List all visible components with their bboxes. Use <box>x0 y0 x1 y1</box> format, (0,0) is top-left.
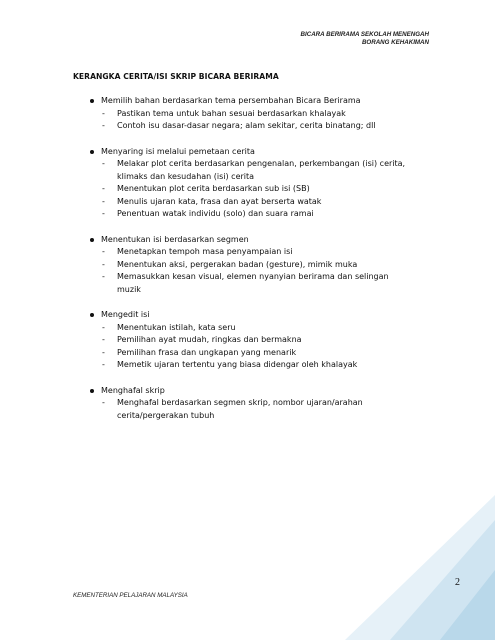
dash-marker: - <box>102 159 105 168</box>
dash-marker: - <box>102 335 105 344</box>
page-header <box>301 31 429 47</box>
sub-item <box>0 158 495 183</box>
header-line-2: BORANG KEHAKIMAN <box>361 39 429 46</box>
document-body <box>0 95 495 435</box>
sub-item <box>0 334 495 347</box>
bullet-text: Mengedit isi <box>101 310 150 319</box>
bullet-item <box>0 95 495 108</box>
page-footer: KEMENTERIAN PELAJARAN MALAYSIA <box>73 592 188 599</box>
bullet-text: Memilih bahan berdasarkan tema persembahan Bicara Berirama <box>101 96 361 105</box>
dash-marker: - <box>102 108 105 118</box>
bullet-text: Menyaring isi melalui pemetaan cerita <box>101 146 255 156</box>
sub-item <box>0 120 495 133</box>
sub-item-text: Penentuan watak individu (solo) dan suara ramai <box>117 209 314 218</box>
dash-marker: - <box>102 259 105 269</box>
outline-section <box>0 309 495 372</box>
sub-item <box>0 246 495 259</box>
sub-item-text: Contoh isu dasar-dasar negara; alam sekitar, cerita binatang; dll <box>117 121 376 130</box>
sub-item <box>0 397 495 422</box>
dash-marker: - <box>102 247 105 256</box>
sub-item-text: Pastikan tema untuk bahan sesuai berdasarkan khalayak <box>117 108 346 118</box>
bullet-icon <box>90 238 94 242</box>
dash-marker: - <box>102 398 105 407</box>
bullet-icon <box>90 389 94 393</box>
outline-section <box>0 146 495 221</box>
dash-marker: - <box>102 184 105 193</box>
sub-item <box>0 359 495 372</box>
bullet-icon <box>90 313 94 317</box>
sub-item-text: Memasukkan kesan visual, elemen nyanyian berirama dan selingan muzik <box>117 272 389 294</box>
bullet-text: Menentukan isi berdasarkan segmen <box>101 234 249 244</box>
dash-marker: - <box>102 121 105 130</box>
sub-item-text: Menentukan aksi, pergerakan badan (gesture), mimik muka <box>117 259 358 269</box>
bullet-item <box>0 234 495 247</box>
bullet-item <box>0 146 495 159</box>
bullet-icon <box>90 99 94 103</box>
sub-item-text: Menghafal berdasarkan segmen skrip, nombor ujaran/arahan cerita/pergerakan tubuh <box>117 398 363 420</box>
sub-item <box>0 347 495 360</box>
sub-item <box>0 271 495 296</box>
dash-marker: - <box>102 272 105 281</box>
dash-marker: - <box>102 196 105 206</box>
bullet-item <box>0 385 495 398</box>
bullet-text: Menghafal skrip <box>101 385 165 395</box>
dash-marker: - <box>102 347 105 357</box>
sub-item-text: Menentukan plot cerita berdasarkan sub isi (SB) <box>117 184 310 193</box>
sub-item <box>0 183 495 196</box>
header-line-1: BICARA BERIRAMA SEKOLAH MENENGAH <box>300 31 429 38</box>
bullet-icon <box>90 150 94 154</box>
outline-section <box>0 95 495 133</box>
sub-item-text: Menetapkan tempoh masa penyampaian isi <box>117 247 293 256</box>
outline-section <box>0 234 495 297</box>
sub-item-text: Memetik ujaran tertentu yang biasa didengar oleh khalayak <box>117 360 358 369</box>
dash-marker: - <box>102 322 105 332</box>
sub-item <box>0 322 495 335</box>
bullet-item <box>0 309 495 322</box>
sub-item <box>0 108 495 121</box>
dash-marker: - <box>102 360 105 369</box>
sub-item-text: Menentukan istilah, kata seru <box>117 322 236 332</box>
document-title: KERANGKA CERITA/ISI SKRIP BICARA BERIRAMA <box>73 72 279 81</box>
outline-section <box>0 385 495 423</box>
sub-item <box>0 259 495 272</box>
sub-item <box>0 196 495 209</box>
sub-item-text: Pemilihan ayat mudah, ringkas dan bermakna <box>117 335 302 344</box>
sub-item-text: Menulis ujaran kata, frasa dan ayat berserta watak <box>117 196 322 206</box>
page-number: 2 <box>455 577 460 588</box>
dash-marker: - <box>102 209 105 218</box>
sub-item-text: Melakar plot cerita berdasarkan pengenalan, perkembangan (isi) cerita, klimaks dan kesudahan (isi) cerita <box>117 159 406 181</box>
sub-item-text: Pemilihan frasa dan ungkapan yang menarik <box>117 347 297 357</box>
sub-item <box>0 208 495 221</box>
